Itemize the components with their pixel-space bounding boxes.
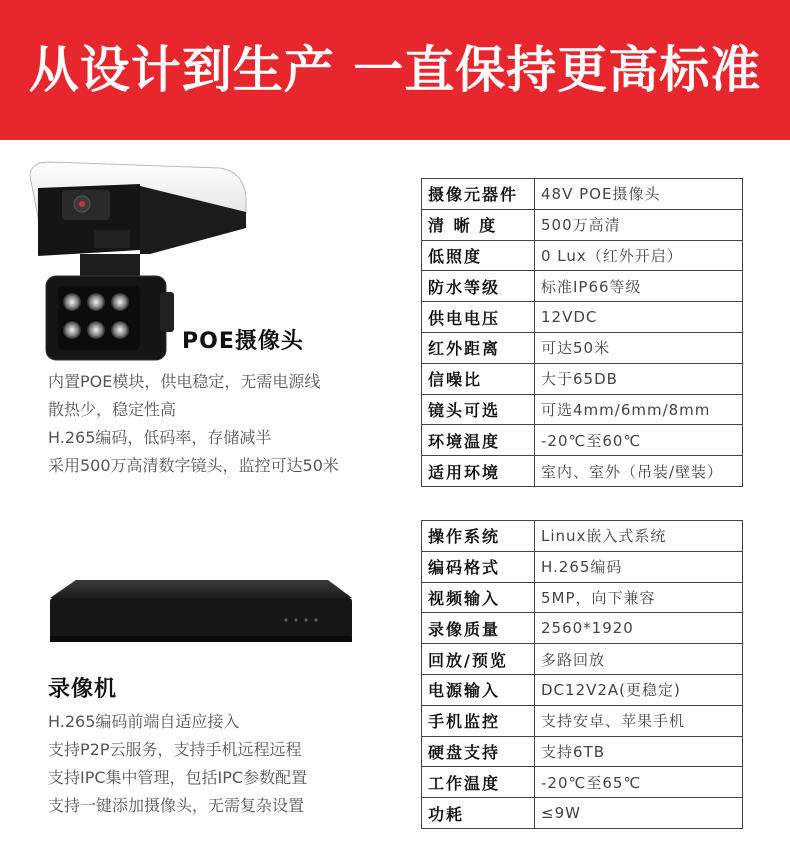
table-row xyxy=(422,674,743,705)
table-row xyxy=(422,240,743,271)
spec-key: 低照度 xyxy=(422,240,535,271)
table-row xyxy=(422,613,743,644)
recorder-spec-table xyxy=(421,520,743,829)
spec-key: 清 晰 度 xyxy=(422,209,535,240)
recorder-image xyxy=(46,578,356,648)
spec-value: ≤9W xyxy=(535,798,743,829)
table-row xyxy=(422,302,743,333)
spec-value: 大于65DB xyxy=(535,363,743,394)
feature-line: 内置POE模块，供电稳定，无需电源线 xyxy=(48,372,321,391)
spec-key: 录像质量 xyxy=(422,613,535,644)
spec-key: 供电电压 xyxy=(422,302,535,333)
feature-line: H.265编码前端自适应接入 xyxy=(48,712,240,731)
spec-key: 防水等级 xyxy=(422,271,535,302)
table-row xyxy=(422,332,743,363)
spec-key: 环境温度 xyxy=(422,425,535,456)
table-row xyxy=(422,363,743,394)
spec-key: 视频输入 xyxy=(422,582,535,613)
spec-value: 标准IP66等级 xyxy=(535,271,743,302)
spec-value: 12VDC xyxy=(535,302,743,333)
spec-key: 操作系统 xyxy=(422,521,535,552)
spec-value: 室内、室外（吊装/壁装） xyxy=(535,456,743,487)
spec-value: 48V POE摄像头 xyxy=(535,179,743,210)
feature-line: 采用500万高清数字镜头，监控可达50米 xyxy=(48,456,339,475)
spec-value: 多路回放 xyxy=(535,644,743,675)
feature-line: 支持P2P云服务，支持手机远程远程 xyxy=(48,740,302,759)
table-row xyxy=(422,456,743,487)
spec-value: 可选4mm/6mm/8mm xyxy=(535,394,743,425)
feature-line: 散热少，稳定性高 xyxy=(48,400,177,419)
spec-key: 适用环境 xyxy=(422,456,535,487)
table-row xyxy=(422,179,743,210)
spec-value: 支持安卓、苹果手机 xyxy=(535,705,743,736)
recorder-title: 录像机 xyxy=(48,677,118,702)
table-row xyxy=(422,736,743,767)
header-banner xyxy=(0,0,790,140)
spec-key: 镜头可选 xyxy=(422,394,535,425)
spec-value: H.265编码 xyxy=(535,551,743,582)
feature-line: 支持IPC集中管理，包括IPC参数配置 xyxy=(48,768,308,787)
spec-key: 摄像元器件 xyxy=(422,179,535,210)
table-row xyxy=(422,394,743,425)
spec-value: -20℃至65℃ xyxy=(535,767,743,798)
spec-key: 手机监控 xyxy=(422,705,535,736)
feature-line: H.265编码，低码率，存储减半 xyxy=(48,428,272,447)
table-row xyxy=(422,271,743,302)
spec-value: 可达50米 xyxy=(535,332,743,363)
spec-value: 支持6TB xyxy=(535,736,743,767)
spec-value: 2560*1920 xyxy=(535,613,743,644)
spec-value: 5MP，向下兼容 xyxy=(535,582,743,613)
table-row xyxy=(422,551,743,582)
table-row xyxy=(422,425,743,456)
camera-features xyxy=(48,368,339,480)
spec-key: 信噪比 xyxy=(422,363,535,394)
feature-line: 支持一键添加摄像头，无需复杂设置 xyxy=(48,796,305,815)
table-row xyxy=(422,767,743,798)
banner-title: 从设计到生产 一直保持更高标准 xyxy=(28,41,762,99)
table-row xyxy=(422,644,743,675)
table-row xyxy=(422,209,743,240)
spec-value: Linux嵌入式系统 xyxy=(535,521,743,552)
spec-key: 功耗 xyxy=(422,798,535,829)
table-row xyxy=(422,798,743,829)
spec-key: 红外距离 xyxy=(422,332,535,363)
spec-key: 电源输入 xyxy=(422,674,535,705)
spec-key: 工作温度 xyxy=(422,767,535,798)
spec-key: 回放/预览 xyxy=(422,644,535,675)
camera-spec-table xyxy=(421,178,743,487)
camera-title: POE摄像头 xyxy=(182,329,304,354)
spec-key: 编码格式 xyxy=(422,551,535,582)
spec-value: 0 Lux（红外开启） xyxy=(535,240,743,271)
spec-value: 500万高清 xyxy=(535,209,743,240)
table-row xyxy=(422,582,743,613)
table-row xyxy=(422,705,743,736)
spec-value: DC12V2A(更稳定) xyxy=(535,674,743,705)
recorder-features xyxy=(48,708,307,820)
spec-key: 硬盘支持 xyxy=(422,736,535,767)
table-row xyxy=(422,521,743,552)
spec-value: -20℃至60℃ xyxy=(535,425,743,456)
